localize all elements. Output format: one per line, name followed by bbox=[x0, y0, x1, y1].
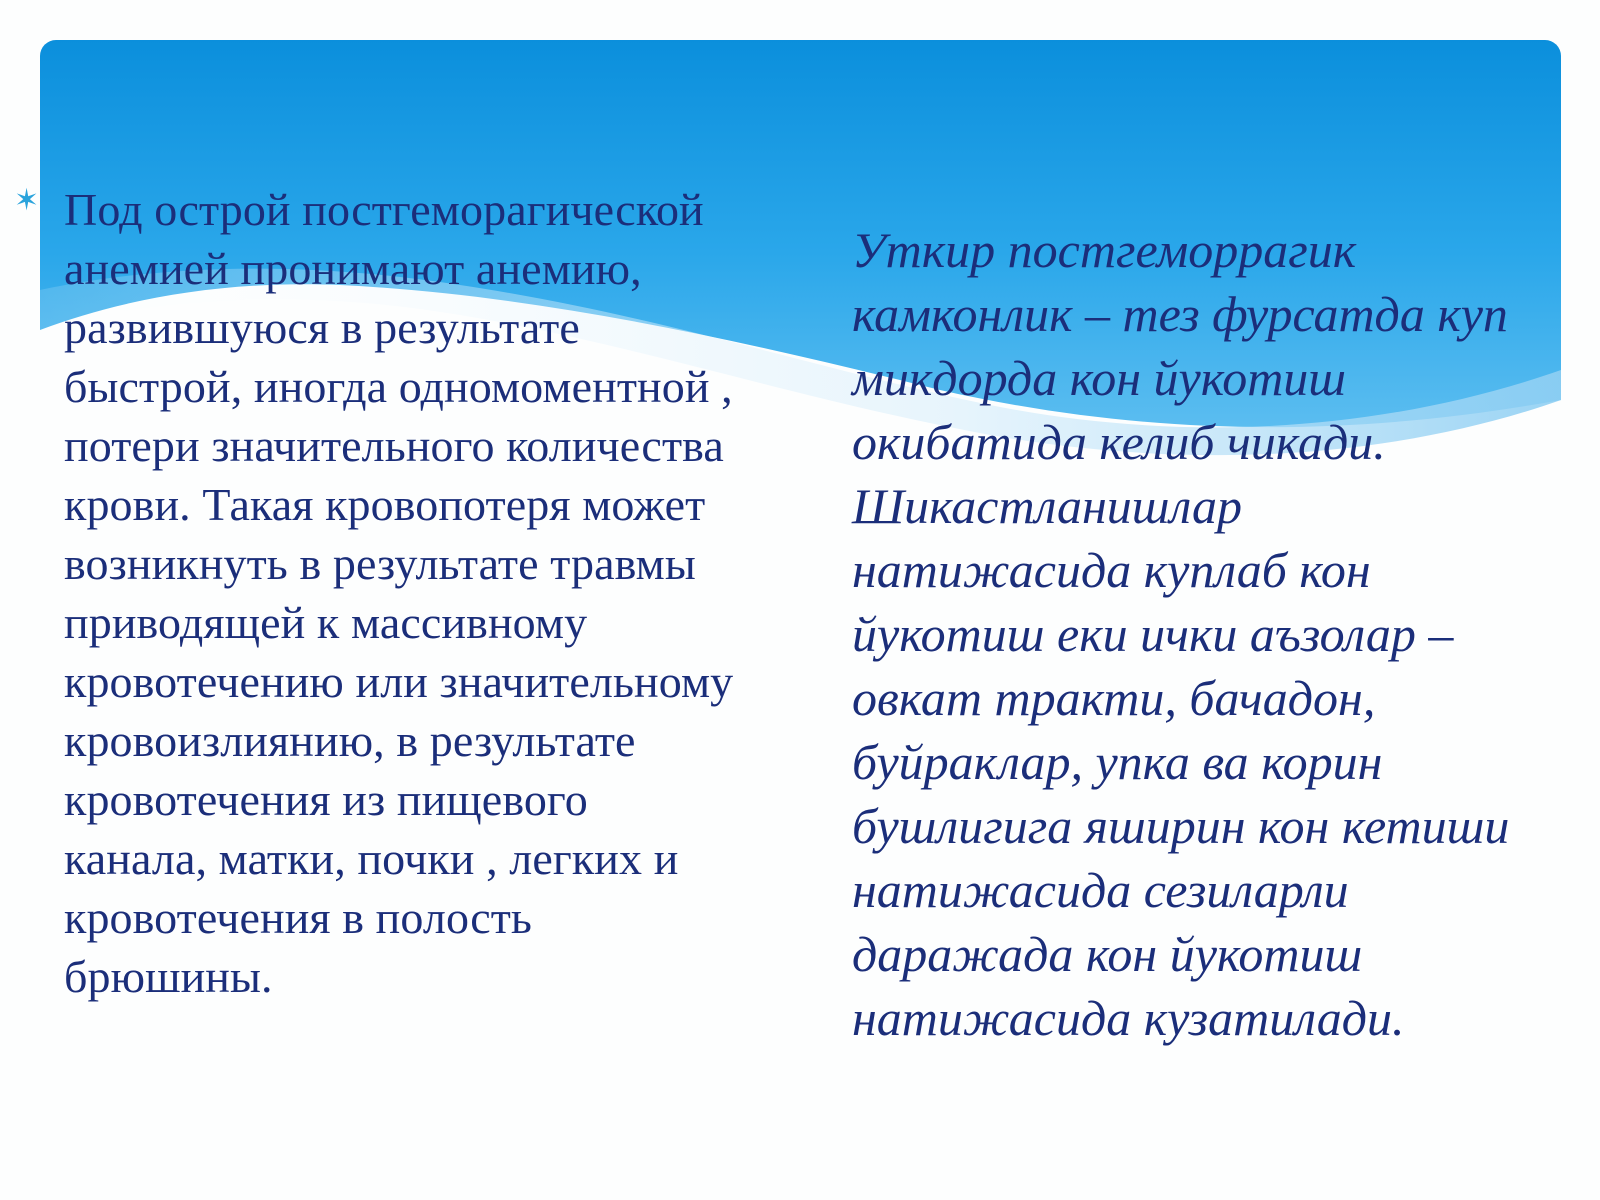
right-line: буйраклар, упка ва корин bbox=[852, 734, 1383, 790]
right-line: натижасида сезиларли bbox=[852, 862, 1349, 918]
right-line: йукотиш еки ички аъзолар – bbox=[852, 606, 1454, 662]
left-text-block bbox=[64, 180, 804, 1006]
right-line: микдорда кон йукотиш bbox=[852, 350, 1347, 406]
left-line: брюшины. bbox=[64, 951, 273, 1002]
left-line: кровоизлиянию, в результате bbox=[64, 715, 636, 766]
right-line: натижасида куплаб кон bbox=[852, 542, 1371, 598]
right-line: даражада кон йукотиш bbox=[852, 926, 1363, 982]
right-line: камконлик – тез фурсатда куп bbox=[852, 286, 1508, 342]
left-line: канала, матки, почки , легких и bbox=[64, 833, 679, 884]
left-line: быстрой, иногда одномоментной , bbox=[64, 361, 733, 412]
left-line: крови. Такая кровопотеря может bbox=[64, 479, 706, 530]
right-line: Уткир постгеморрагик bbox=[852, 222, 1357, 278]
left-line: возникнуть в результате травмы bbox=[64, 538, 696, 589]
left-line: приводящей к массивному bbox=[64, 597, 588, 648]
left-line: Под острой постгеморагической bbox=[64, 184, 704, 235]
left-line: потери значительного количества bbox=[64, 420, 724, 471]
left-line: кровотечения из пищевого bbox=[64, 774, 588, 825]
left-line: развившуюся в результате bbox=[64, 302, 580, 353]
right-line: овкат тракти, бачадон, bbox=[852, 670, 1376, 726]
left-line: кровотечению или значительному bbox=[64, 656, 734, 707]
right-line: бушлигига яширин кон кетиши bbox=[852, 798, 1510, 854]
right-text-block bbox=[852, 218, 1572, 1050]
right-line: окибатида келиб чикади. bbox=[852, 414, 1386, 470]
asterisk-bullet-icon: ✶ bbox=[14, 183, 40, 218]
right-line: натижасида кузатилади. bbox=[852, 990, 1405, 1046]
left-line: анемией пронимают анемию, bbox=[64, 243, 642, 294]
right-line: Шикастланишлар bbox=[852, 478, 1242, 534]
left-line: кровотечения в полость bbox=[64, 892, 532, 943]
